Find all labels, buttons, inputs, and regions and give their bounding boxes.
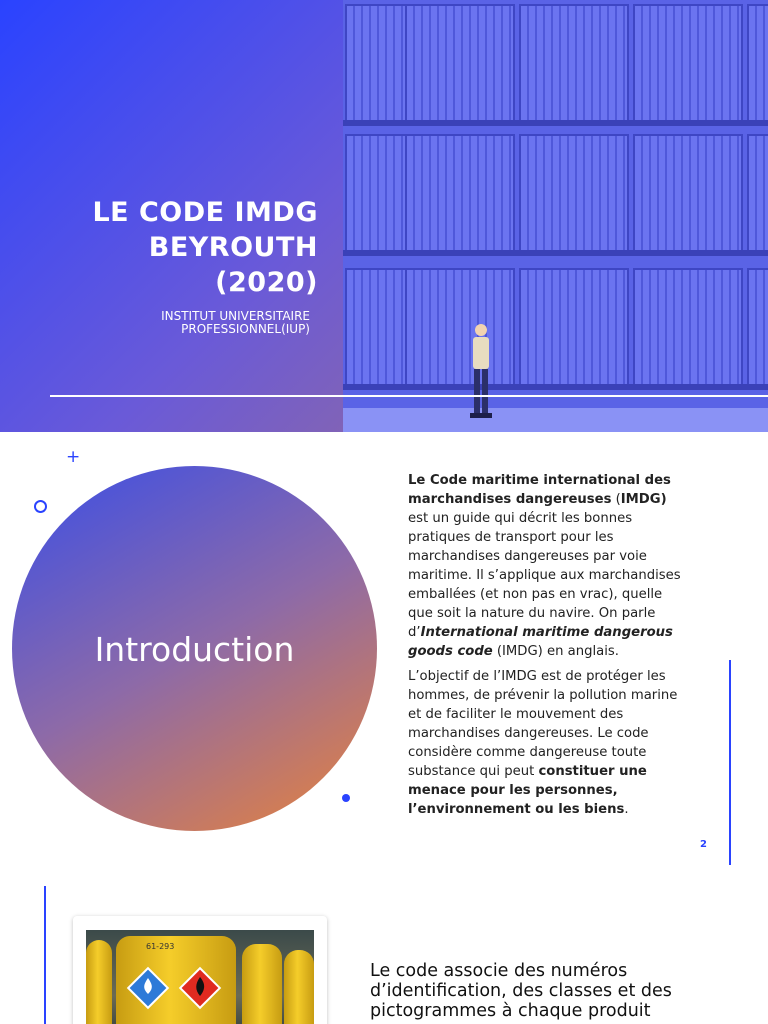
dot-decoration-icon	[342, 794, 350, 802]
paragraph-objective	[408, 667, 690, 819]
subtitle-line-2: PROFESSIONNEL(IUP)	[181, 322, 310, 336]
hazard-drums-photo	[86, 930, 314, 1024]
introduction-slide	[0, 433, 768, 865]
text-bold-italic: International maritime dangerous goods code	[408, 625, 673, 659]
page-number: 2	[700, 839, 707, 850]
classification-slide	[0, 866, 768, 1024]
drum-label: 61-293	[146, 942, 175, 951]
flammable-hazard-icon	[178, 966, 222, 1010]
presentation-title	[18, 195, 318, 300]
worker-figure	[466, 322, 496, 420]
text-bold: constituer une menace pour les personnes, l’environnement ou les biens	[408, 764, 647, 817]
title-line-3: (2020)	[215, 267, 318, 298]
title-slide	[0, 0, 768, 432]
text-bold: Le Code maritime international des marchandises dangereuses	[408, 473, 671, 507]
introduction-text	[408, 471, 690, 825]
yellow-drum	[242, 944, 282, 1024]
yellow-drum	[86, 940, 112, 1024]
classification-text: Le code associe des numéros d’identification, des classes et des pictogrammes à chaque produit	[370, 961, 672, 1021]
paragraph-definition	[408, 471, 690, 661]
plus-decoration-icon: +	[66, 447, 81, 467]
text-bold: IMDG)	[620, 492, 667, 507]
title-divider	[50, 395, 768, 397]
yellow-drum	[116, 936, 236, 1024]
text-plain: est un guide qui décrit les bonnes pratiques de transport pour les marchandises dangereuses par voie maritime. Il s’applique aux marchandises emballées (et non pas en vrac), quelle que soit la nature du navire. On parle d’	[408, 511, 681, 640]
ring-decoration-icon	[34, 500, 47, 513]
shipping-containers-photo	[343, 0, 768, 432]
yellow-drum	[284, 950, 314, 1024]
text-plain: L’objectif de l’IMDG est de protéger les hommes, de prévenir la pollution marine et de faciliter le mouvement des marchandises dangereuses. Le code considère comme dangereuse toute substance qui peut	[408, 669, 678, 779]
section-heading: Introduction	[94, 630, 295, 669]
text-plain: (	[611, 492, 621, 507]
title-line-2: BEYROUTH	[148, 232, 318, 263]
subtitle-line-1: INSTITUT UNIVERSITAIRE	[161, 309, 310, 323]
institution-subtitle	[70, 310, 310, 336]
text-plain: .	[624, 802, 629, 817]
accent-vertical-line	[729, 660, 731, 865]
photo-card	[73, 916, 327, 1024]
gradient-circle	[12, 466, 377, 831]
water-reactive-hazard-icon	[126, 966, 170, 1010]
accent-vertical-line	[44, 886, 46, 1024]
text-plain: (IMDG) en anglais.	[492, 644, 619, 659]
title-line-1: LE CODE IMDG	[92, 197, 318, 228]
